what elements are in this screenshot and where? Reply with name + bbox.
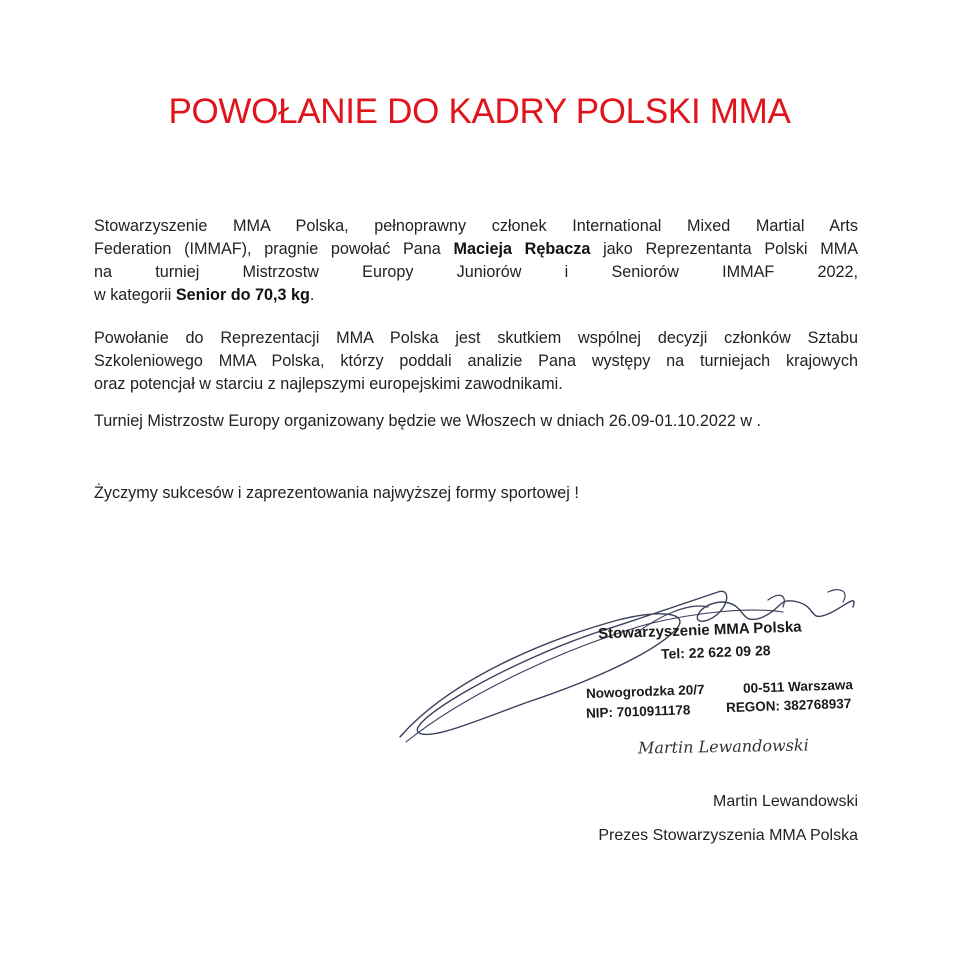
paragraph-line: oraz potencjał w starciu z najlepszymi europejskimi zawodnikami. bbox=[94, 375, 563, 393]
paragraph-line: Stowarzyszenie MMA Polska, pełnoprawny członek International Mixed Martial Arts bbox=[94, 217, 858, 235]
paragraph-line: Powołanie do Reprezentacji MMA Polska jest skutkiem wspólnej decyzji członków Sztabu bbox=[94, 329, 858, 347]
stamp-name: Martin Lewandowski bbox=[637, 735, 809, 758]
closing-wishes: Życzymy sukcesów i zaprezentowania najwyższej formy sportowej ! bbox=[94, 484, 579, 502]
stamp-regon: REGON: 382768937 bbox=[725, 695, 852, 716]
document-title: POWOŁANIE DO KADRY POLSKI MMA bbox=[168, 92, 791, 131]
paragraph-decision bbox=[94, 327, 858, 396]
signatory-name: Martin Lewandowski bbox=[713, 793, 858, 810]
stamp-city: 00-511 Warszawa bbox=[742, 677, 854, 696]
signatory-role: Prezes Stowarzyszenia MMA Polska bbox=[598, 827, 858, 844]
stamp-organization: Stowarzyszenie MMA Polska bbox=[597, 618, 802, 643]
paragraph-line: Szkoleniowego MMA Polska, którzy poddali analizie Pana występy na turniejach krajowych bbox=[94, 352, 858, 370]
paragraph-appointment bbox=[94, 215, 858, 307]
athlete-name: Macieja Rębacza bbox=[453, 240, 591, 258]
paragraph-line: Federation (IMMAF), pragnie powołać Pana Macieja Rębacza jako Reprezentanta Polski MMA bbox=[94, 240, 858, 258]
weight-category: Senior do 70,3 kg bbox=[175, 286, 310, 304]
stamp-nip: NIP: 7010911178 bbox=[585, 702, 691, 721]
paragraph-line: na turniej Mistrzostw Europy Juniorów i Seniorów IMMAF 2022, bbox=[94, 263, 858, 281]
paragraph-line: w kategorii Senior do 70,3 kg. bbox=[94, 286, 315, 304]
signature-stamp bbox=[388, 572, 868, 772]
paragraph-tournament: Turniej Mistrzostw Europy organizowany będzie we Włoszech w dniach 26.09-01.10.2022 w . bbox=[94, 412, 762, 430]
stamp-address: Nowogrodzka 20/7 bbox=[585, 681, 705, 702]
stamp-phone: Tel: 22 622 09 28 bbox=[660, 642, 771, 662]
